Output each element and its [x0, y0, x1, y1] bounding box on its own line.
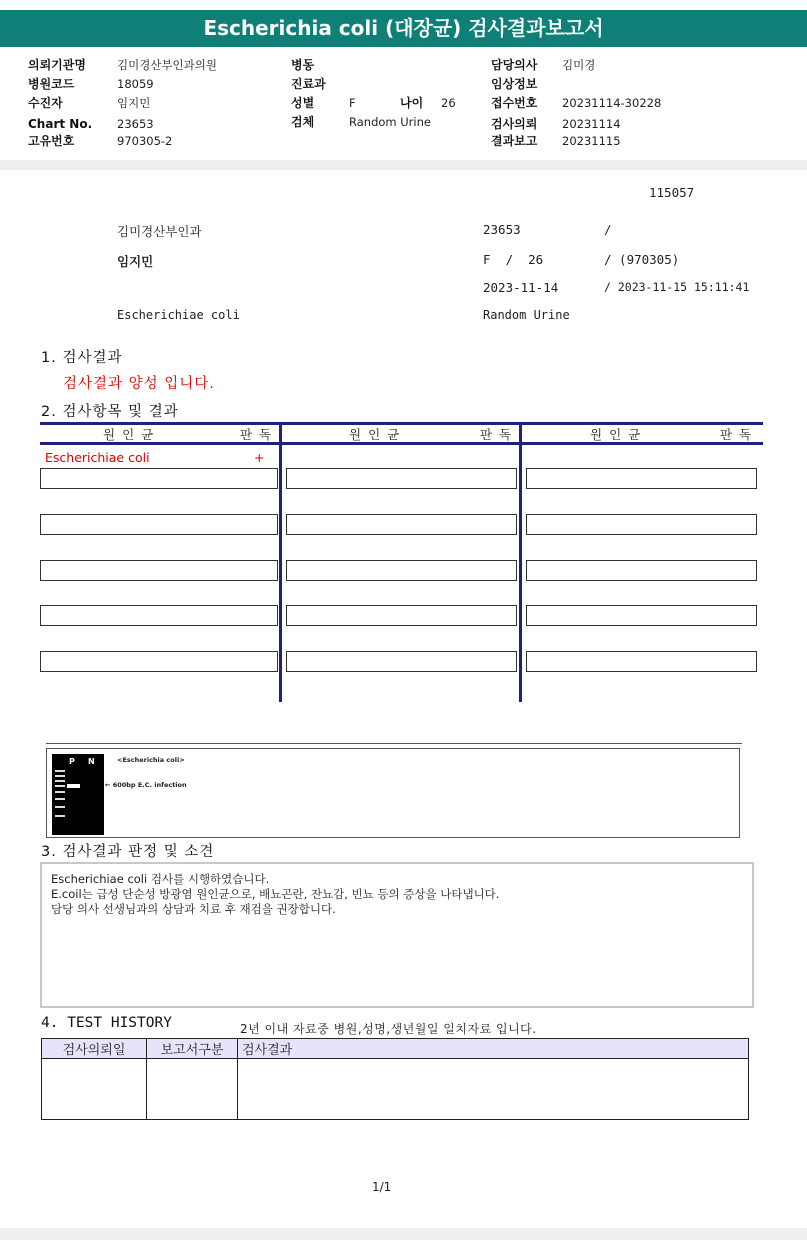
label-age: 나이	[400, 96, 424, 110]
gel-top-rule	[46, 743, 742, 744]
label-specimen: 검체	[291, 115, 315, 129]
section4-title: 4. TEST HISTORY	[41, 1015, 172, 1031]
pathogen-name: Escherichiae coli	[45, 450, 150, 465]
report-title: Escherichia coli (대장균) 검사결과보고서	[0, 10, 807, 47]
value-sex: F	[349, 96, 356, 110]
ladder-band	[55, 775, 65, 777]
label-ward: 병동	[291, 58, 315, 72]
result-positive: 검사결과 양성 입니다.	[63, 376, 215, 392]
summary-slash: /	[604, 222, 612, 237]
label-receipt-no: 접수번호	[491, 96, 538, 110]
result-box	[526, 514, 757, 535]
result-box	[40, 468, 278, 489]
ladder-band	[55, 791, 65, 793]
summary-specimen: Random Urine	[483, 308, 570, 322]
label-doctor: 담당의사	[491, 58, 538, 72]
label-request-date: 검사의뢰	[491, 117, 538, 131]
opinion-line-2: E.coil는 급성 단순성 방광염 원인균으로, 배뇨곤란, 잔뇨감, 빈뇨 등의 증상을 나타냅니다.	[51, 887, 500, 901]
result-box	[526, 468, 757, 489]
history-col-type: 보고서구분	[147, 1039, 238, 1059]
history-cell	[238, 1059, 749, 1120]
value-hospital-code: 18059	[117, 77, 154, 91]
opinion-line-3: 담당 의사 선생님과의 상담과 치료 후 재검을 권장합니다.	[51, 902, 336, 916]
result-box	[286, 560, 517, 581]
result-box	[286, 651, 517, 672]
col-reading-3: 판독	[720, 427, 759, 442]
report-code: 115057	[649, 185, 695, 200]
ladder-band	[55, 785, 65, 787]
page-number: 1/1	[372, 1180, 392, 1194]
label-chart-no: Chart No.	[28, 117, 93, 131]
summary-chart-no: 23653	[483, 222, 521, 237]
label-sex: 성별	[291, 96, 315, 110]
opinion-line-1: Escherichiae coli 검사를 시행하였습니다.	[51, 872, 270, 886]
gel-band-label: ← 600bp E.C. infection	[105, 781, 187, 789]
value-specimen: Random Urine	[349, 115, 431, 129]
lane-n-label: N	[88, 757, 95, 766]
result-box	[526, 560, 757, 581]
result-box	[40, 560, 278, 581]
value-age: 26	[441, 96, 456, 110]
header-separator	[0, 160, 807, 170]
value-report-date: 20231115	[562, 134, 621, 148]
col-pathogen-2: 원인균	[349, 427, 407, 442]
lane-p-label: P	[69, 757, 75, 766]
column-divider-1	[279, 422, 282, 702]
col-reading-2: 판독	[480, 427, 519, 442]
value-unique-no: 970305-2	[117, 134, 173, 148]
history-col-date: 검사의뢰일	[42, 1039, 147, 1059]
label-institution: 의뢰기관명	[28, 58, 86, 72]
history-col-result: 검사결과	[238, 1039, 749, 1059]
label-hospital-code: 병원코드	[28, 77, 75, 91]
label-clinical-info: 임상정보	[491, 77, 538, 91]
ladder-band	[55, 770, 65, 772]
value-chart-no: 23653	[117, 117, 154, 131]
summary-test-name: Escherichiae coli	[117, 308, 240, 322]
summary-birth: / (970305)	[604, 252, 680, 267]
label-department: 진료과	[291, 77, 326, 91]
history-table	[41, 1038, 749, 1120]
label-report-date: 결과보고	[491, 134, 538, 148]
result-box	[526, 605, 757, 626]
value-request-date: 20231114	[562, 117, 621, 131]
summary-hospital: 김미경산부인과	[117, 224, 202, 239]
ladder-band	[55, 815, 65, 817]
ladder-band	[55, 806, 65, 808]
result-box	[286, 605, 517, 626]
section2-title: 2. 검사항목 및 결과	[41, 404, 179, 420]
summary-reported: / 2023-11-15 15:11:41	[604, 280, 750, 294]
summary-received: 2023-11-14	[483, 280, 559, 295]
value-patient: 임지민	[117, 96, 151, 110]
value-doctor: 김미경	[562, 58, 596, 72]
gel-image	[52, 754, 104, 835]
ladder-band	[55, 798, 65, 800]
col-reading-1: 판독	[240, 427, 279, 442]
opinion-box	[40, 862, 754, 1008]
result-box	[286, 468, 517, 489]
summary-sex-age: F / 26	[483, 252, 544, 267]
summary-patient: 임지민	[117, 254, 154, 269]
value-institution: 김미경산부인과의원	[117, 58, 217, 72]
col-pathogen-1: 원인균	[103, 427, 161, 442]
history-cell	[42, 1059, 147, 1120]
ladder-band	[55, 780, 65, 782]
label-unique-no: 고유번호	[28, 134, 75, 148]
gel-caption: <Escherichia coli>	[117, 756, 185, 764]
history-row	[42, 1059, 749, 1120]
section1-title: 1. 검사결과	[41, 350, 123, 366]
history-cell	[147, 1059, 238, 1120]
gel-electrophoresis-panel	[46, 748, 740, 838]
sample-band	[67, 784, 80, 788]
column-divider-2	[519, 422, 522, 702]
result-box	[40, 514, 278, 535]
col-pathogen-3: 원인균	[590, 427, 648, 442]
result-box	[40, 605, 278, 626]
value-receipt-no: 20231114-30228	[562, 96, 662, 110]
result-box	[526, 651, 757, 672]
label-patient: 수진자	[28, 96, 63, 110]
result-box	[40, 651, 278, 672]
section3-title: 3. 검사결과 판정 및 소견	[41, 844, 215, 860]
result-box	[286, 514, 517, 535]
pathogen-reading: +	[254, 450, 265, 465]
history-note: 2년 이내 자료중 병원,성명,생년월일 일치자료 입니다.	[240, 1022, 537, 1036]
